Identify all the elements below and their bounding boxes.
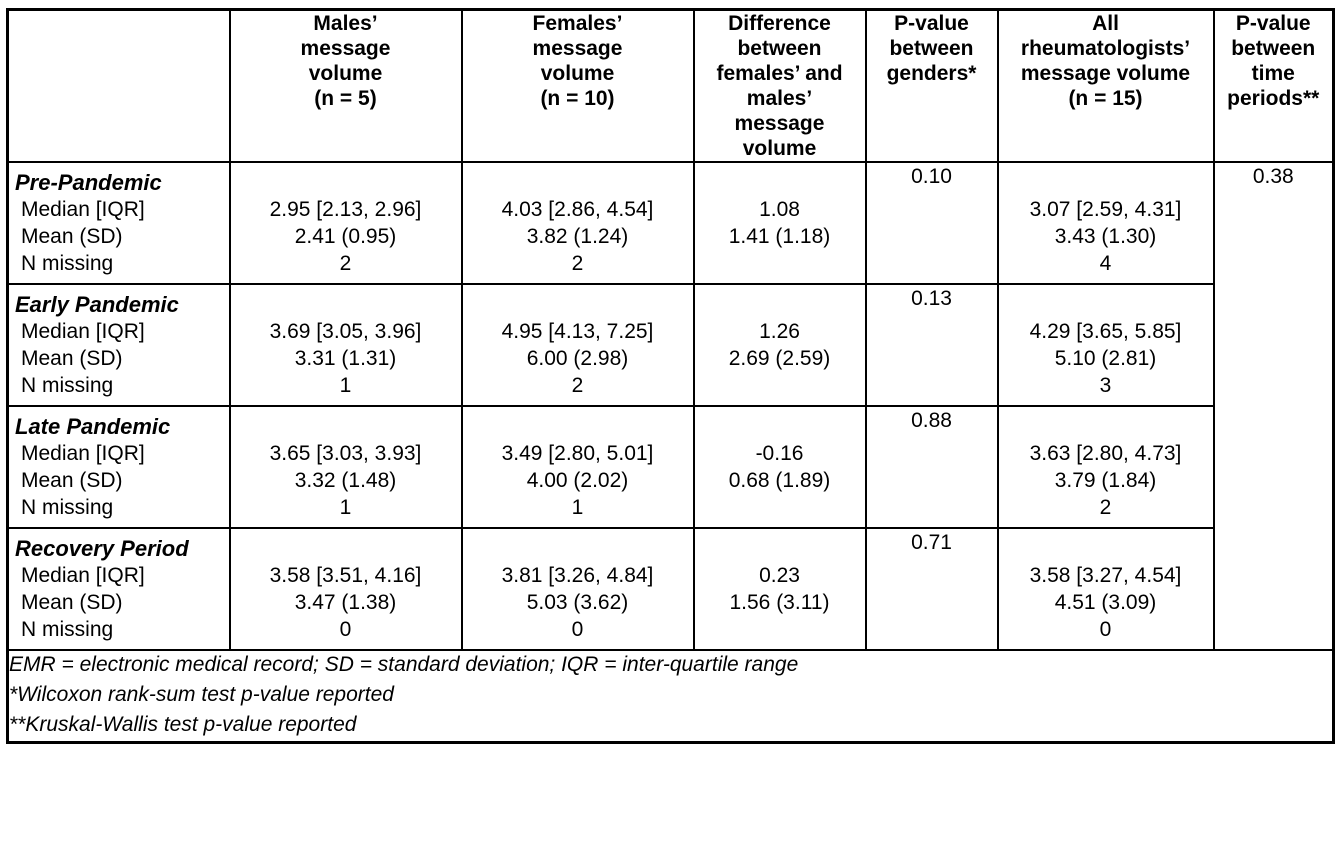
value-nmissing: 1 (339, 496, 352, 519)
value-nmissing: 3 (1099, 374, 1112, 397)
value-mean: 3.47 (1.38) (294, 591, 397, 614)
cell-males (230, 284, 462, 406)
row-label: Recovery Period (15, 536, 189, 561)
row-label-cell (8, 284, 230, 406)
statistics-table (6, 8, 1335, 744)
value-mean-diff: 1.56 (3.11) (729, 591, 830, 614)
footnote-kruskal-wallis: **Kruskal-Wallis test p-value reported (9, 713, 357, 736)
header-cell-males (230, 10, 462, 163)
cell-difference (694, 406, 866, 528)
value-nmissing: 2 (571, 252, 584, 275)
cell-spacer (463, 163, 693, 196)
header-line: P-value (894, 12, 969, 35)
sublabel-mean: Mean (SD) (21, 347, 123, 370)
sublabel-median: Median [IQR] (21, 198, 145, 221)
value-mean: 3.43 (1.30) (1054, 225, 1157, 248)
cell-females (462, 528, 694, 650)
header-line: females’ and (716, 62, 843, 85)
header-line: genders* (886, 62, 977, 85)
value-median: 3.81 [3.26, 4.84] (501, 564, 654, 587)
value-median: 3.49 [2.80, 5.01] (501, 442, 654, 465)
header-line: message (532, 37, 623, 60)
cell-difference (694, 284, 866, 406)
cell-spacer (463, 407, 693, 440)
sublabel-nmissing: N missing (21, 374, 114, 397)
header-line: (n = 15) (1068, 87, 1143, 110)
footnotes-row (8, 650, 1334, 743)
header-line: message (300, 37, 391, 60)
value-mean: 5.10 (2.81) (1054, 347, 1157, 370)
value-median-diff: 1.26 (759, 320, 800, 343)
value-median: 4.03 [2.86, 4.54] (501, 198, 654, 221)
value-mean: 5.03 (3.62) (526, 591, 629, 614)
cell-spacer (999, 163, 1213, 196)
row-label-cell (8, 406, 230, 528)
header-line: (n = 10) (540, 87, 615, 110)
header-line: (n = 5) (314, 87, 377, 110)
row-sublabels (9, 318, 229, 405)
value-mean: 3.32 (1.48) (294, 469, 397, 492)
cell-pvalue-genders: 0.71 (866, 528, 998, 650)
value-mean-diff: 2.69 (2.59) (728, 347, 831, 370)
row-label-cell (8, 162, 230, 284)
cell-females (462, 162, 694, 284)
footnote-wilcoxon: *Wilcoxon rank-sum test p-value reported (9, 683, 394, 706)
cell-spacer (231, 163, 461, 196)
cell-spacer (231, 407, 461, 440)
header-line: P-value (1235, 12, 1311, 35)
cell-spacer (463, 285, 693, 318)
value-nmissing: 1 (339, 374, 352, 397)
sublabel-nmissing: N missing (21, 496, 114, 519)
cell-spacer (999, 407, 1213, 440)
value-mean: 3.79 (1.84) (1054, 469, 1157, 492)
table-row (8, 284, 1334, 406)
value-mean: 4.51 (3.09) (1054, 591, 1157, 614)
header-line: message volume (1020, 62, 1191, 85)
value-median-diff: -0.16 (755, 442, 804, 465)
header-cell-pvalue-genders (866, 10, 998, 163)
row-label: Pre-Pandemic (15, 170, 162, 195)
sublabel-median: Median [IQR] (21, 320, 145, 343)
header-cell-corner (8, 10, 230, 163)
value-median: 3.69 [3.05, 3.96] (269, 320, 422, 343)
header-line: males’ (746, 87, 813, 110)
table-row (8, 162, 1334, 284)
table-footer (8, 650, 1334, 743)
header-line: volume (540, 62, 615, 85)
header-cell-all-rheumatologists (998, 10, 1214, 163)
value-mean: 6.00 (2.98) (526, 347, 629, 370)
table-row (8, 406, 1334, 528)
cell-spacer (695, 163, 865, 196)
row-label: Early Pandemic (15, 292, 179, 317)
cell-spacer (999, 529, 1213, 562)
value-median: 3.07 [2.59, 4.31] (1029, 198, 1182, 221)
value-median: 3.65 [3.03, 3.93] (269, 442, 422, 465)
value-median-diff: 1.08 (759, 198, 800, 221)
header-line: Males’ (313, 12, 378, 35)
sublabel-mean: Mean (SD) (21, 469, 123, 492)
cell-difference (694, 162, 866, 284)
cell-pvalue-genders: 0.10 (866, 162, 998, 284)
table-body (8, 162, 1334, 650)
value-nmissing: 0 (571, 618, 584, 641)
cell-all (998, 528, 1214, 650)
sublabel-median: Median [IQR] (21, 564, 145, 587)
sublabel-median: Median [IQR] (21, 442, 145, 465)
sublabel-nmissing: N missing (21, 618, 114, 641)
row-label: Late Pandemic (15, 414, 171, 439)
cell-pvalue-genders: 0.13 (866, 284, 998, 406)
header-row (8, 10, 1334, 163)
cell-all (998, 162, 1214, 284)
cell-females (462, 406, 694, 528)
header-line: Females’ (532, 12, 623, 35)
value-nmissing: 2 (571, 374, 584, 397)
row-sublabels (9, 562, 229, 649)
header-line: All (1092, 12, 1119, 35)
cell-pvalue-genders: 0.88 (866, 406, 998, 528)
cell-all (998, 406, 1214, 528)
value-median: 3.63 [2.80, 4.73] (1029, 442, 1182, 465)
cell-spacer (695, 285, 865, 318)
value-median: 3.58 [3.27, 4.54] (1029, 564, 1182, 587)
cell-difference (694, 528, 866, 650)
header-cell-females (462, 10, 694, 163)
value-mean: 2.41 (0.95) (294, 225, 397, 248)
value-nmissing: 0 (1099, 618, 1112, 641)
sublabel-mean: Mean (SD) (21, 225, 123, 248)
cell-spacer (695, 529, 865, 562)
cell-spacer (999, 285, 1213, 318)
value-mean-diff: 1.41 (1.18) (728, 225, 831, 248)
footnotes (9, 651, 1332, 739)
value-mean: 4.00 (2.02) (526, 469, 629, 492)
value-mean: 3.31 (1.31) (294, 347, 397, 370)
table-row (8, 528, 1334, 650)
header-cell-pvalue-time-periods (1214, 10, 1334, 163)
row-sublabels (9, 440, 229, 527)
table-header (8, 10, 1334, 163)
value-median-diff: 0.23 (759, 564, 800, 587)
header-line: Difference (728, 12, 831, 35)
cell-spacer (231, 285, 461, 318)
value-nmissing: 2 (339, 252, 352, 275)
value-mean-diff: 0.68 (1.89) (728, 469, 831, 492)
cell-spacer (231, 529, 461, 562)
header-line: message (734, 112, 825, 135)
value-median: 3.58 [3.51, 4.16] (269, 564, 422, 587)
header-line: between (889, 37, 974, 60)
value-median: 2.95 [2.13, 2.96] (269, 198, 422, 221)
header-line: periods** (1227, 87, 1320, 110)
header-line: volume (742, 137, 817, 160)
header-line: volume (308, 62, 383, 85)
cell-males (230, 162, 462, 284)
value-mean: 3.82 (1.24) (526, 225, 629, 248)
header-line: between (737, 37, 822, 60)
footnote-abbreviations: EMR = electronic medical record; SD = standard deviation; IQR = inter-quartile range (9, 653, 799, 676)
header-line: time (1251, 62, 1295, 85)
header-line: between (1231, 37, 1316, 60)
cell-females (462, 284, 694, 406)
value-nmissing: 4 (1099, 252, 1112, 275)
value-median: 4.29 [3.65, 5.85] (1029, 320, 1182, 343)
header-cell-difference (694, 10, 866, 163)
cell-males (230, 528, 462, 650)
cell-all (998, 284, 1214, 406)
value-median: 4.95 [4.13, 7.25] (501, 320, 654, 343)
footnotes-cell (8, 650, 1334, 743)
value-nmissing: 1 (571, 496, 584, 519)
cell-spacer (695, 407, 865, 440)
cell-spacer (463, 529, 693, 562)
cell-males (230, 406, 462, 528)
sublabel-nmissing: N missing (21, 252, 114, 275)
row-label-cell (8, 528, 230, 650)
row-sublabels (9, 196, 229, 283)
header-line: rheumatologists’ (1020, 37, 1191, 60)
sublabel-mean: Mean (SD) (21, 591, 123, 614)
cell-pvalue-time-periods: 0.38 (1214, 162, 1334, 650)
value-nmissing: 0 (339, 618, 352, 641)
value-nmissing: 2 (1099, 496, 1112, 519)
